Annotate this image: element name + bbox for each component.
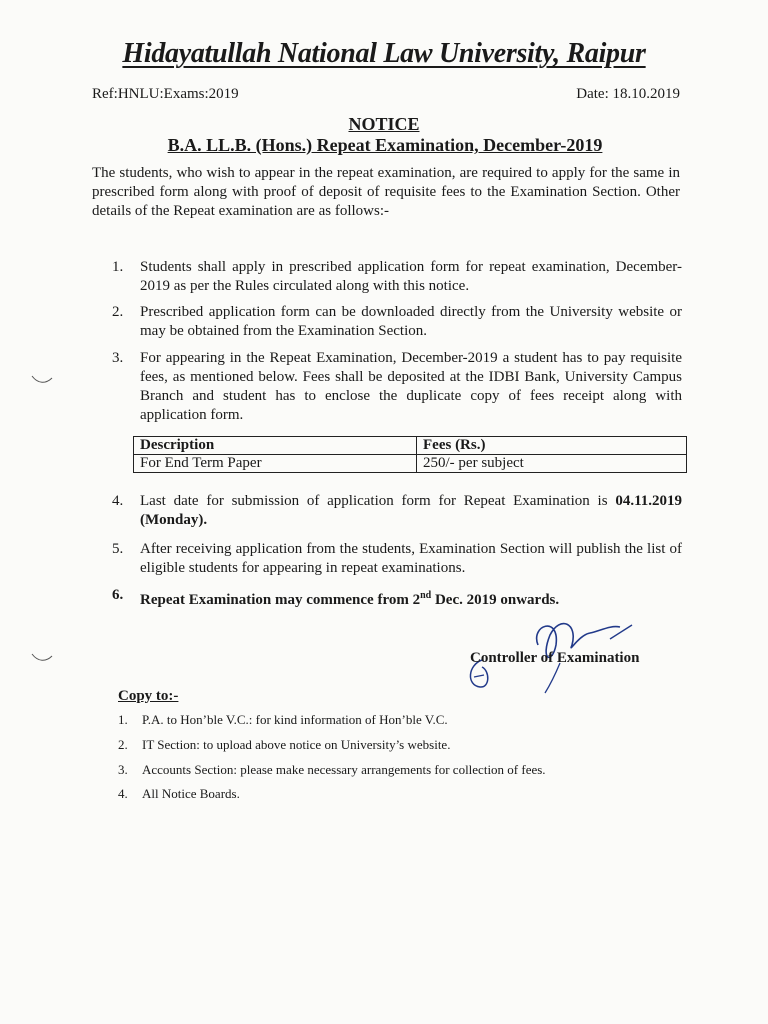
notice-title: NOTICE: [348, 114, 420, 134]
list-item: [112, 349, 682, 425]
copy-to-item: 3. Accounts Section: please make necessary arrangements for collection of fees.: [118, 762, 546, 777]
punch-hole-mark: [30, 648, 54, 668]
item-number: 6.: [112, 587, 124, 603]
table-header-row: [134, 437, 687, 455]
copy-to-item: 1. P.A. to Hon’ble V.C.: for kind information of Hon’ble V.C.: [118, 712, 448, 727]
ordinal-suffix: nd: [420, 590, 432, 601]
table-row: [134, 455, 687, 473]
notice-date: Date: 18.10.2019: [576, 86, 680, 102]
fees-table: [133, 436, 687, 473]
notice-subject: B.A. LL.B. (Hons.) Repeat Examination, December-2019: [167, 135, 603, 155]
intro-paragraph: The students, who wish to appear in the repeat examination, are required to apply for the same in prescribed form along with proof of deposit of requisite fees to the Examination Section. Other details of the Repeat examination are as follows:-: [92, 165, 680, 219]
item-number: 5.: [112, 541, 124, 557]
item-text: Students shall apply in prescribed application form for repeat examination, December-2019 as per the Rules circulated along with this notice.: [140, 259, 682, 294]
table-header-cell: Fees (Rs.): [417, 437, 687, 455]
copy-to-heading: Copy to:-: [118, 688, 179, 704]
copy-to-item: 4. All Notice Boards.: [118, 786, 240, 801]
list-item: [112, 540, 682, 578]
copy-to-item: 2. IT Section: to upload above notice on University’s website.: [118, 737, 451, 752]
item-text: After receiving application from the students, Examination Section will publish the list of eligible students for appearing in repeat examinations.: [140, 541, 682, 576]
signatory-title: Controller of Examination: [470, 650, 640, 666]
item-text: Last date for submission of application form for Repeat Examination is: [140, 493, 608, 509]
item-text: Prescribed application form can be downloaded directly from the University website or may be obtained from the Examination Section.: [140, 304, 682, 339]
table-cell: For End Term Paper: [134, 455, 417, 473]
university-heading: Hidayatullah National Law University, Raipur: [122, 38, 646, 69]
item-number: 3.: [112, 350, 124, 366]
table-cell: 250/- per subject: [417, 455, 687, 473]
item-text: Dec. 2019 onwards.: [431, 592, 560, 608]
item-number: 1.: [112, 259, 124, 275]
item-number: 4.: [112, 493, 124, 509]
item-number: 2.: [112, 304, 124, 320]
punch-hole-mark: [30, 370, 54, 390]
list-item: [112, 492, 682, 530]
item-text: For appearing in the Repeat Examination, December-2019 a student has to pay requisite fees, as mentioned below. Fees shall be deposited at the IDBI Bank, University Campus Branch and student has to enclose the duplicate copy of fees receipt along with application form.: [140, 350, 682, 423]
list-item: [112, 258, 682, 296]
table-header-cell: Description: [134, 437, 417, 455]
last-date: 04.11.2019 (Monday).: [140, 493, 682, 528]
item-text: Repeat Examination may commence from 2: [140, 592, 421, 608]
list-item: [112, 303, 682, 341]
reference-number: Ref:HNLU:Exams:2019: [92, 86, 239, 102]
